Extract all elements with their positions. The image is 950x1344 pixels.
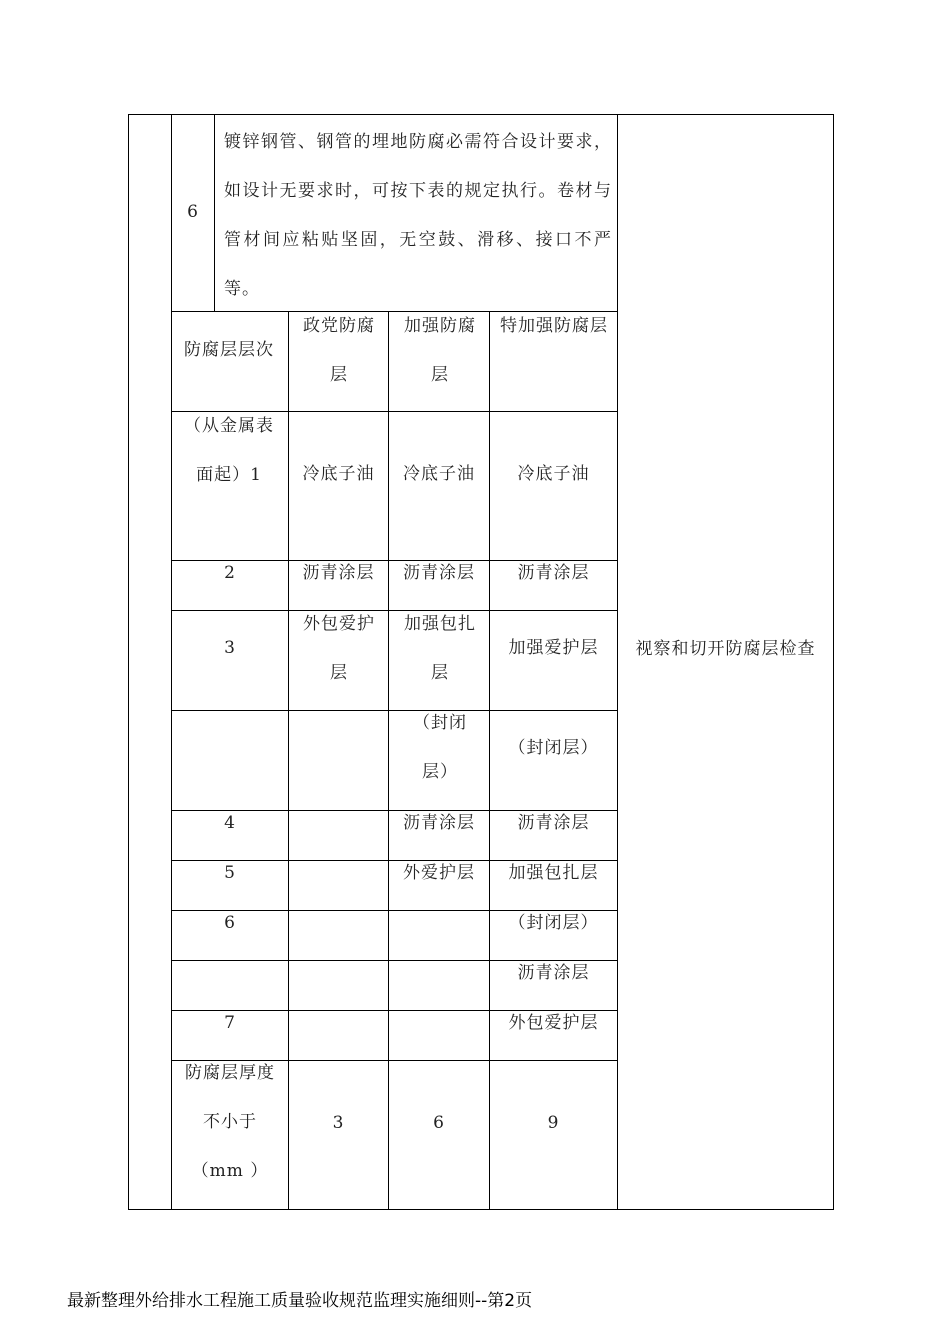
grid-line (214, 114, 215, 311)
header-reinforced-coating: 加强防腐层 (404, 316, 476, 385)
layer-order-cell: 5 (224, 862, 236, 883)
reinforced-coating-cell (389, 898, 489, 948)
normal-coating-cell (289, 711, 388, 810)
inspection-method: 视察和切开防腐层检查 (635, 638, 816, 659)
header-layer-order: 防腐层层次 (184, 340, 274, 360)
layer-order-cell: 6 (224, 912, 236, 933)
layer-order-cell: （从金属表面起）1 (184, 416, 274, 485)
thickness-normal: 3 (332, 1112, 345, 1133)
reinforced-coating-cell: 冷底子油 (403, 463, 475, 484)
normal-coating-cell (289, 798, 388, 848)
normal-coating-cell: 冷底子油 (302, 463, 375, 484)
header-extra-reinforced-coating: 特加强防腐层 (500, 316, 608, 336)
item-description: 镀锌钢管、钢管的埋地防腐必需符合设计要求，如设计无要求时，可按下表的规定执行。卷材与管材间应粘贴坚固，无空鼓、滑移、接口不严等。 (224, 132, 612, 299)
page-footer: 最新整理外给排水工程施工质量验收规范监理实施细则--第2页 (67, 1291, 533, 1311)
layer-order-cell (172, 711, 288, 810)
normal-coating-cell (289, 998, 388, 1048)
normal-coating-cell: 沥青涂层 (302, 562, 375, 583)
layer-order-cell: 7 (224, 1012, 236, 1033)
reinforced-coating-cell: 沥青涂层 (403, 812, 475, 833)
extra-reinforced-coating-cell: 外包爱护层 (508, 1012, 599, 1033)
extra-reinforced-coating-cell: 沥青涂层 (517, 562, 590, 583)
layer-order-cell: 3 (224, 638, 236, 658)
extra-reinforced-coating-cell: 沥青涂层 (517, 812, 590, 833)
reinforced-coating-cell (389, 948, 489, 998)
extra-reinforced-coating-cell: （封闭层） (508, 912, 599, 933)
reinforced-coating-cell: 外爱护层 (403, 862, 475, 883)
normal-coating-cell (289, 948, 388, 998)
normal-coating-cell (289, 898, 388, 948)
normal-coating-cell: 外包爱护层 (303, 614, 375, 683)
reinforced-coating-cell: 加强包扎层 (404, 614, 476, 683)
reinforced-coating-cell: 沥青涂层 (403, 562, 475, 583)
thickness-reinforced: 6 (433, 1112, 445, 1133)
extra-reinforced-coating-cell: 加强包扎层 (508, 862, 599, 883)
thickness-label: 防腐层厚度不小于（mm ） (185, 1063, 275, 1181)
layer-order-cell (172, 948, 288, 998)
layer-order-cell: 2 (224, 562, 236, 583)
header-normal-coating: 政党防腐层 (303, 316, 375, 385)
extra-reinforced-coating-cell: （封闭层） (508, 737, 599, 758)
item-number: 6 (187, 202, 199, 222)
reinforced-coating-cell: （封闭层） (413, 713, 467, 782)
reinforced-coating-cell (389, 998, 489, 1048)
extra-reinforced-coating-cell: 冷底子油 (517, 463, 590, 484)
extra-reinforced-coating-cell: 沥青涂层 (517, 962, 590, 983)
thickness-extra-reinforced: 9 (547, 1112, 560, 1133)
layer-order-cell: 4 (224, 812, 236, 833)
normal-coating-cell (289, 848, 388, 898)
extra-reinforced-coating-cell: 加强爱护层 (508, 638, 599, 658)
